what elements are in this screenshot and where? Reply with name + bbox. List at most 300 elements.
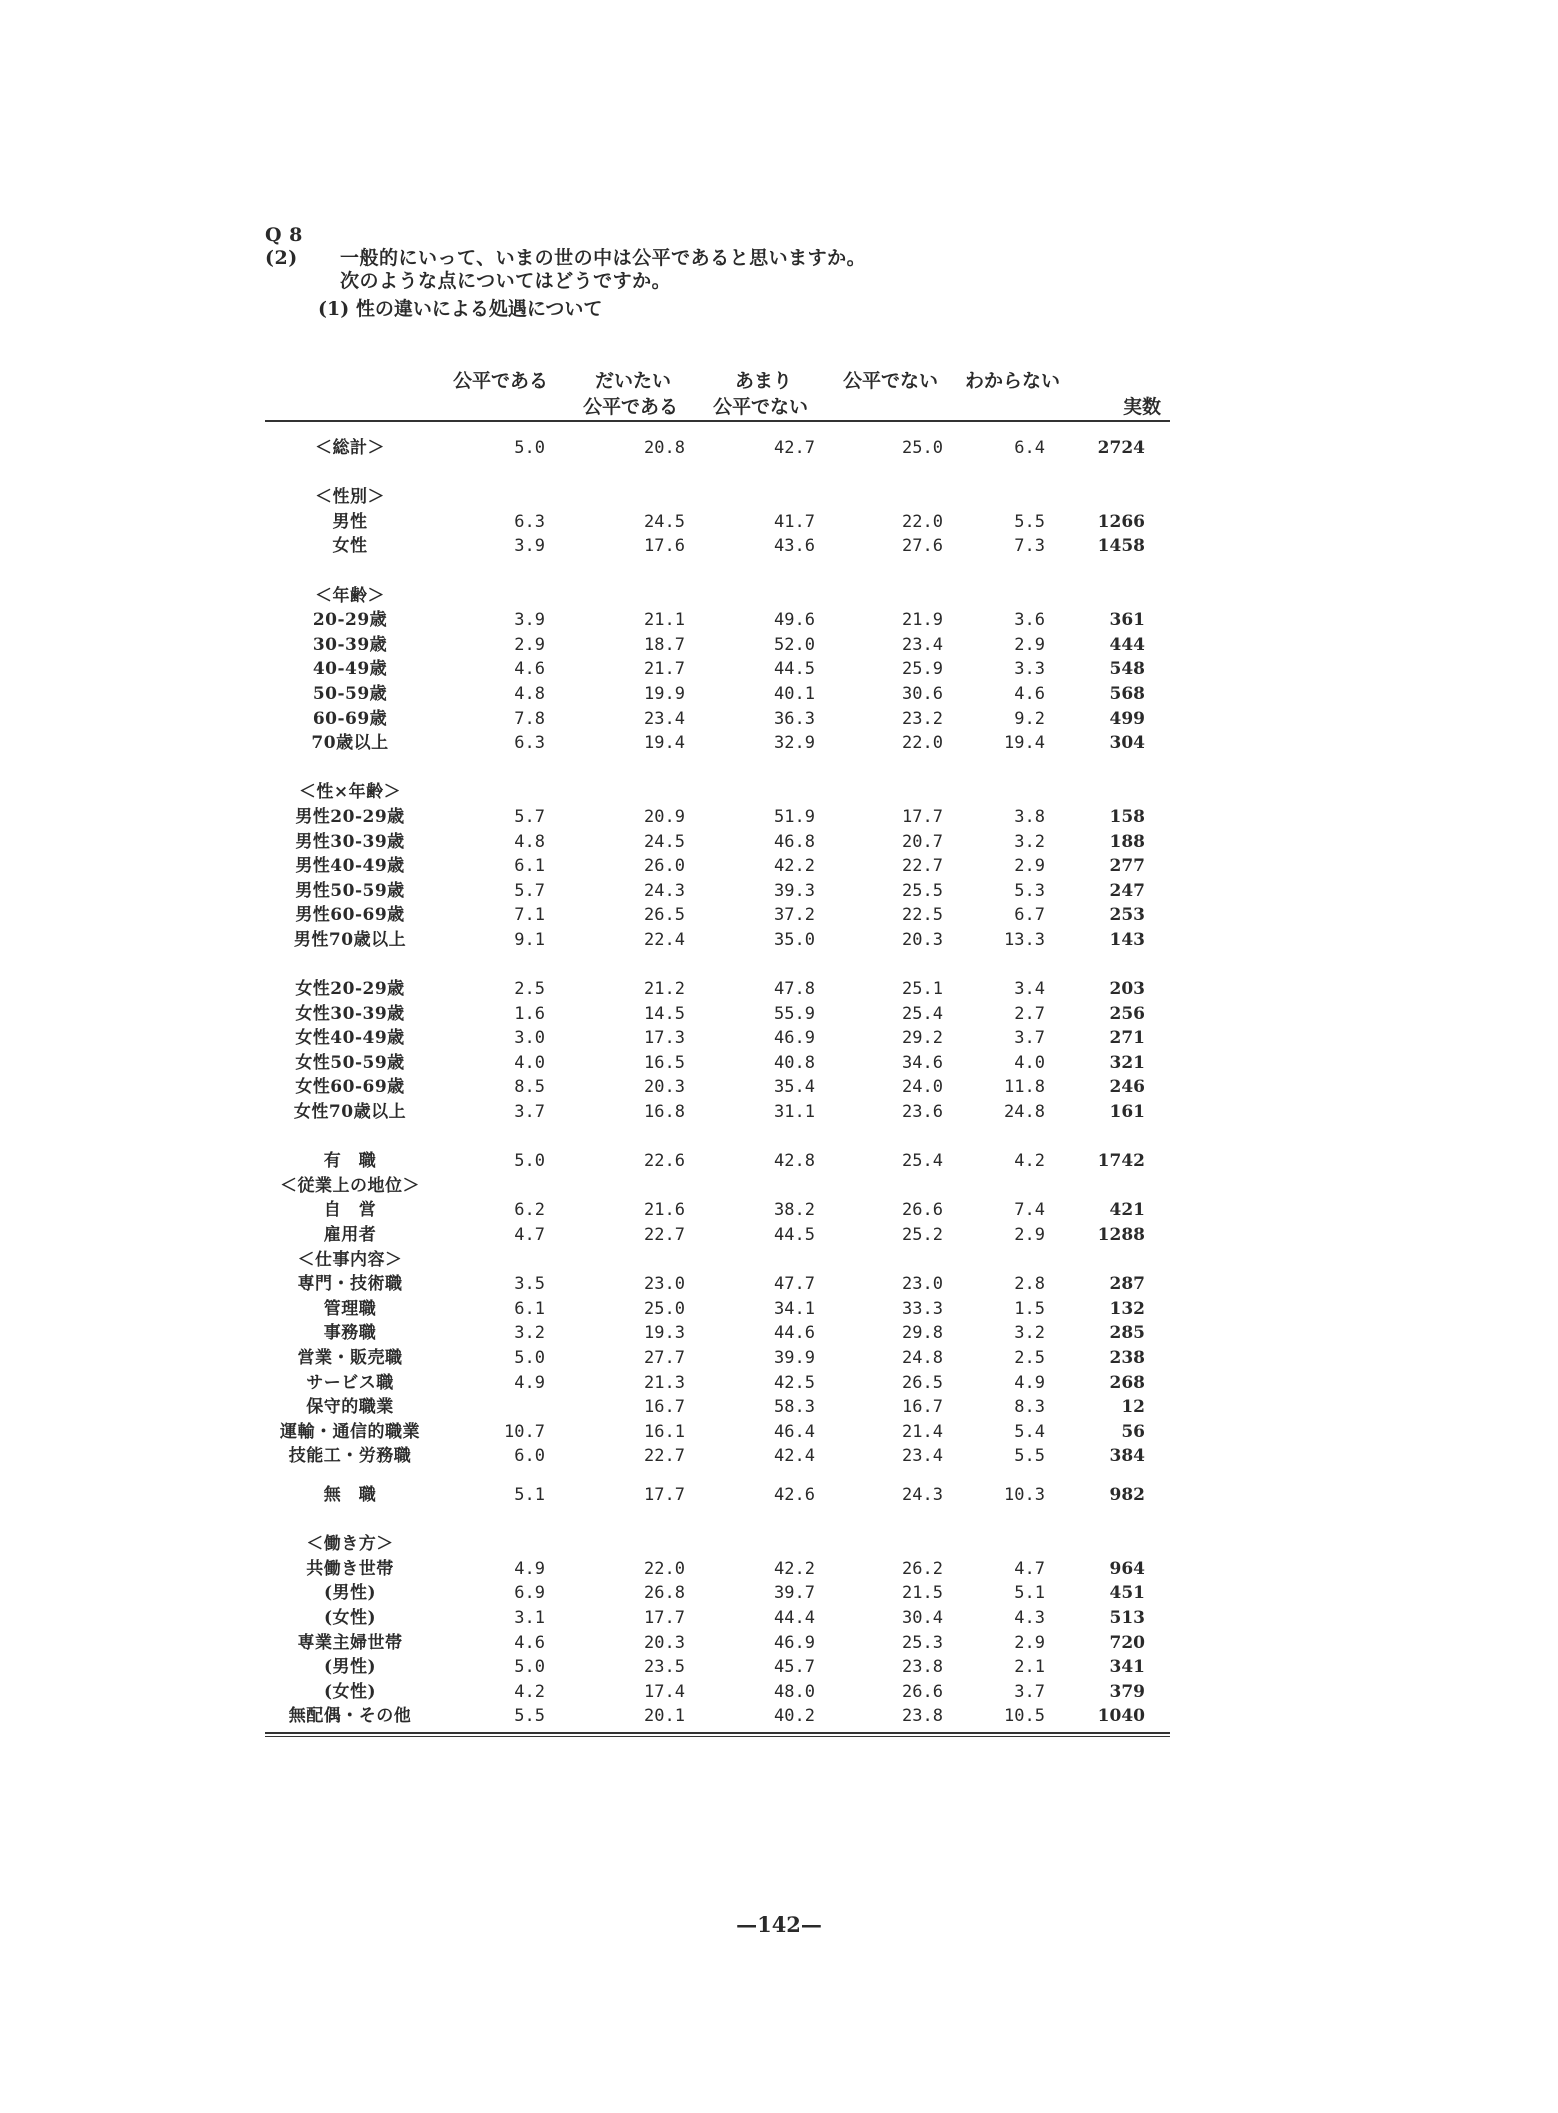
row-value: 6.9 bbox=[514, 1583, 545, 1604]
row-label: ＜総計＞ bbox=[315, 438, 385, 458]
row-value: 3.0 bbox=[514, 1028, 545, 1049]
table-spacer bbox=[265, 1125, 1170, 1150]
row-label: 男性70歳以上 bbox=[293, 929, 407, 950]
row-value: 25.5 bbox=[902, 880, 943, 901]
row-value: 42.2 bbox=[774, 856, 815, 877]
row-value: 3.2 bbox=[1014, 1323, 1045, 1344]
row-value: 21.5 bbox=[902, 1583, 943, 1604]
header-dont-know: わからない bbox=[965, 370, 1061, 392]
row-value bbox=[435, 1174, 545, 1199]
row-count: 451 bbox=[1109, 1583, 1145, 1604]
row-value: 43.6 bbox=[774, 536, 815, 557]
row-label: ＜仕事内容＞ bbox=[297, 1249, 403, 1270]
row-label: 30-39歳 bbox=[312, 634, 388, 655]
row-value: 23.8 bbox=[902, 1706, 943, 1727]
row-value: 35.4 bbox=[774, 1077, 815, 1098]
row-value: 23.6 bbox=[902, 1102, 943, 1123]
row-count: 1742 bbox=[1097, 1151, 1145, 1172]
row-value: 3.2 bbox=[1014, 831, 1045, 852]
table-row bbox=[265, 485, 1170, 510]
table-bottom-rule-double bbox=[265, 1736, 1170, 1737]
row-label: 女性30-39歳 bbox=[295, 1003, 405, 1024]
page-number: —142— bbox=[736, 1912, 822, 1937]
row-value: 42.6 bbox=[774, 1484, 815, 1505]
table-row bbox=[265, 1100, 1170, 1125]
row-value: 4.7 bbox=[514, 1225, 545, 1245]
row-value bbox=[545, 584, 685, 609]
row-value: 3.9 bbox=[514, 610, 545, 631]
row-value: 4.2 bbox=[514, 1681, 545, 1702]
row-count: 161 bbox=[1109, 1102, 1145, 1123]
row-value: 4.3 bbox=[1014, 1607, 1045, 1628]
row-value bbox=[685, 1248, 815, 1273]
question-number: Q 8 (2) bbox=[265, 224, 303, 269]
table-row bbox=[265, 928, 1170, 953]
table-row bbox=[265, 879, 1170, 904]
row-value: 10.7 bbox=[504, 1421, 545, 1442]
row-value: 58.3 bbox=[774, 1397, 815, 1418]
table-row bbox=[265, 1444, 1170, 1469]
row-value: 3.7 bbox=[1014, 1681, 1045, 1702]
row-value bbox=[685, 780, 815, 805]
row-value: 27.6 bbox=[902, 536, 943, 557]
row-value: 32.9 bbox=[774, 733, 815, 754]
table-row bbox=[265, 731, 1170, 756]
row-value: 10.5 bbox=[1004, 1706, 1045, 1727]
row-value: 20.9 bbox=[644, 806, 685, 827]
row-count: 285 bbox=[1109, 1323, 1145, 1344]
row-value: 26.0 bbox=[644, 856, 685, 877]
row-value: 6.3 bbox=[514, 511, 545, 532]
row-count: 12 bbox=[1121, 1397, 1145, 1418]
header-not-very-fair-line2: 公平でない bbox=[713, 396, 809, 418]
row-value: 16.7 bbox=[902, 1397, 943, 1418]
table-row bbox=[265, 436, 1170, 461]
row-label: 男性20-29歳 bbox=[295, 806, 405, 827]
row-value: 18.7 bbox=[644, 634, 685, 655]
row-value: 13.3 bbox=[1004, 929, 1045, 950]
row-label: 60-69歳 bbox=[312, 708, 388, 729]
row-value bbox=[943, 584, 1045, 609]
table-row bbox=[265, 1075, 1170, 1100]
row-label: ＜年齢＞ bbox=[315, 585, 385, 606]
table-row bbox=[265, 1248, 1170, 1273]
row-value: 4.6 bbox=[1014, 683, 1045, 704]
row-count: 287 bbox=[1109, 1274, 1145, 1295]
row-label: 技能工・労務職 bbox=[288, 1446, 412, 1467]
row-count: 256 bbox=[1109, 1003, 1145, 1024]
row-value: 48.0 bbox=[774, 1681, 815, 1702]
table-row bbox=[265, 1655, 1170, 1680]
row-value: 20.8 bbox=[644, 438, 685, 458]
row-value: 22.7 bbox=[902, 856, 943, 877]
row-count bbox=[1045, 1248, 1145, 1273]
row-value: 21.4 bbox=[902, 1421, 943, 1442]
row-value: 3.3 bbox=[1014, 659, 1045, 680]
row-value bbox=[685, 1174, 815, 1199]
question-line-2: 次のような点についてはどうですか。 bbox=[340, 270, 672, 292]
row-count: 304 bbox=[1109, 733, 1145, 754]
row-label: 専門・技術職 bbox=[297, 1274, 403, 1295]
row-value: 16.5 bbox=[644, 1052, 685, 1073]
row-value: 25.9 bbox=[902, 659, 943, 680]
row-value bbox=[685, 1532, 815, 1557]
question-text bbox=[265, 224, 866, 293]
table-row bbox=[265, 1321, 1170, 1346]
row-count: 277 bbox=[1109, 856, 1145, 877]
row-label: 男性40-49歳 bbox=[295, 856, 405, 877]
row-value: 24.8 bbox=[902, 1347, 943, 1368]
row-value: 26.5 bbox=[902, 1372, 943, 1393]
header-mostly-fair-line1: だいたい bbox=[595, 370, 672, 392]
table-row bbox=[265, 1631, 1170, 1656]
row-value: 22.6 bbox=[644, 1151, 685, 1172]
row-value: 9.2 bbox=[1014, 708, 1045, 729]
row-value: 7.3 bbox=[1014, 536, 1045, 557]
row-value: 42.2 bbox=[774, 1558, 815, 1579]
table-row bbox=[265, 1532, 1170, 1557]
row-value: 31.1 bbox=[774, 1102, 815, 1123]
row-label: ＜性別＞ bbox=[315, 487, 385, 508]
row-value: 2.9 bbox=[1014, 634, 1045, 655]
row-label: 共働き世帯 bbox=[306, 1558, 394, 1579]
table-row bbox=[265, 1680, 1170, 1705]
table-header bbox=[265, 366, 1170, 416]
row-value: 3.1 bbox=[514, 1607, 545, 1628]
row-label: 運輸・通信的職業 bbox=[280, 1421, 420, 1442]
row-value: 5.3 bbox=[1014, 880, 1045, 901]
row-label: (男性) bbox=[323, 1657, 377, 1678]
row-count bbox=[1045, 1174, 1145, 1199]
row-value: 36.3 bbox=[774, 708, 815, 729]
row-value: 10.3 bbox=[1004, 1484, 1045, 1505]
row-value: 39.3 bbox=[774, 880, 815, 901]
row-count: 253 bbox=[1109, 905, 1145, 926]
results-table bbox=[265, 366, 1170, 1737]
row-count: 247 bbox=[1109, 880, 1145, 901]
row-label: 女性60-69歳 bbox=[295, 1077, 405, 1098]
row-value: 33.3 bbox=[902, 1298, 943, 1319]
row-value: 21.7 bbox=[644, 659, 685, 680]
row-value: 5.5 bbox=[1014, 511, 1045, 532]
table-row bbox=[265, 1051, 1170, 1076]
row-value: 17.7 bbox=[902, 806, 943, 827]
row-value: 21.3 bbox=[644, 1372, 685, 1393]
row-value: 7.4 bbox=[1014, 1200, 1045, 1221]
table-body bbox=[265, 422, 1170, 1729]
row-count: 56 bbox=[1121, 1421, 1145, 1442]
row-value: 26.5 bbox=[644, 905, 685, 926]
table-row bbox=[265, 1606, 1170, 1631]
row-value bbox=[815, 780, 943, 805]
row-value: 19.9 bbox=[644, 683, 685, 704]
row-value: 6.1 bbox=[514, 856, 545, 877]
row-value bbox=[435, 1532, 545, 1557]
row-value: 55.9 bbox=[774, 1003, 815, 1024]
row-count bbox=[1045, 485, 1145, 510]
row-value: 5.7 bbox=[514, 880, 545, 901]
row-value: 25.0 bbox=[902, 438, 943, 458]
row-count: 499 bbox=[1109, 708, 1145, 729]
row-count: 361 bbox=[1109, 610, 1145, 631]
row-label: 女性 bbox=[332, 536, 368, 557]
row-value: 29.8 bbox=[902, 1323, 943, 1344]
row-count: 203 bbox=[1109, 979, 1145, 1000]
table-row bbox=[265, 1704, 1170, 1729]
table-spacer bbox=[265, 952, 1170, 977]
row-value: 23.0 bbox=[644, 1274, 685, 1295]
row-count bbox=[1045, 1532, 1145, 1557]
row-count: 548 bbox=[1109, 659, 1145, 680]
row-value: 4.9 bbox=[514, 1372, 545, 1393]
table-row bbox=[265, 608, 1170, 633]
row-value: 24.5 bbox=[644, 831, 685, 852]
row-value: 27.7 bbox=[644, 1347, 685, 1368]
row-value: 17.7 bbox=[644, 1484, 685, 1505]
row-value: 11.8 bbox=[1004, 1077, 1045, 1098]
row-value: 7.8 bbox=[514, 708, 545, 729]
row-value bbox=[815, 485, 943, 510]
row-count: 132 bbox=[1109, 1298, 1145, 1319]
table-row bbox=[265, 1581, 1170, 1606]
row-value bbox=[815, 584, 943, 609]
row-value: 22.5 bbox=[902, 905, 943, 926]
row-value: 30.6 bbox=[902, 683, 943, 704]
row-value: 2.8 bbox=[1014, 1274, 1045, 1295]
table-spacer bbox=[265, 559, 1170, 584]
row-value: 8.3 bbox=[1014, 1397, 1045, 1418]
row-value: 3.7 bbox=[514, 1102, 545, 1123]
header-unfair: 公平でない bbox=[843, 370, 939, 392]
row-value: 4.7 bbox=[1014, 1558, 1045, 1579]
table-row bbox=[265, 707, 1170, 732]
row-value: 19.4 bbox=[644, 733, 685, 754]
row-value: 2.5 bbox=[1014, 1347, 1045, 1368]
row-value: 5.0 bbox=[514, 1347, 545, 1368]
row-value: 37.2 bbox=[774, 905, 815, 926]
row-value: 20.3 bbox=[644, 1632, 685, 1653]
table-bottom-rule bbox=[265, 1732, 1170, 1734]
row-value: 46.4 bbox=[774, 1421, 815, 1442]
table-spacer bbox=[265, 756, 1170, 781]
row-value: 21.6 bbox=[644, 1200, 685, 1221]
row-label: 男性30-39歳 bbox=[295, 831, 405, 852]
row-label: 営業・販売職 bbox=[297, 1347, 403, 1368]
row-label: 雇用者 bbox=[323, 1225, 377, 1245]
row-count: 246 bbox=[1109, 1077, 1145, 1098]
question-line-1: 一般的にいって、いまの世の中は公平であると思いますか。 bbox=[340, 247, 867, 269]
row-value: 22.7 bbox=[644, 1225, 685, 1245]
row-count: 720 bbox=[1109, 1632, 1145, 1653]
row-value bbox=[815, 1532, 943, 1557]
row-value: 46.8 bbox=[774, 831, 815, 852]
row-value: 4.6 bbox=[514, 1632, 545, 1653]
row-label: 事務職 bbox=[323, 1323, 377, 1344]
row-count: 1458 bbox=[1097, 536, 1145, 557]
table-row bbox=[265, 1174, 1170, 1199]
row-value: 46.9 bbox=[774, 1632, 815, 1653]
row-value: 2.9 bbox=[1014, 1225, 1045, 1245]
row-label: (女性) bbox=[323, 1607, 377, 1628]
row-value: 26.8 bbox=[644, 1583, 685, 1604]
row-value: 25.4 bbox=[902, 1151, 943, 1172]
table-row bbox=[265, 1346, 1170, 1371]
row-value: 16.7 bbox=[644, 1397, 685, 1418]
row-value: 39.9 bbox=[774, 1347, 815, 1368]
table-row bbox=[265, 1297, 1170, 1322]
table-row bbox=[265, 1026, 1170, 1051]
row-value: 1.5 bbox=[1014, 1298, 1045, 1319]
row-value: 3.5 bbox=[514, 1274, 545, 1295]
row-label: ＜従業上の地位＞ bbox=[280, 1175, 420, 1196]
row-label: 無 職 bbox=[323, 1484, 377, 1505]
table-row bbox=[265, 1395, 1170, 1420]
row-value: 16.1 bbox=[644, 1421, 685, 1442]
row-value: 19.3 bbox=[644, 1323, 685, 1344]
row-label: 保守的職業 bbox=[306, 1397, 394, 1418]
table-row bbox=[265, 682, 1170, 707]
row-label: 男性50-59歳 bbox=[295, 880, 405, 901]
row-value: 3.2 bbox=[514, 1323, 545, 1344]
row-label: 70歳以上 bbox=[311, 733, 389, 754]
row-value: 47.7 bbox=[774, 1274, 815, 1295]
row-value: 41.7 bbox=[774, 511, 815, 532]
row-value bbox=[685, 584, 815, 609]
row-value: 6.1 bbox=[514, 1298, 545, 1319]
row-count: 1266 bbox=[1097, 511, 1145, 532]
row-value bbox=[435, 485, 545, 510]
table-row bbox=[265, 584, 1170, 609]
row-value: 3.9 bbox=[514, 536, 545, 557]
row-label: (女性) bbox=[323, 1681, 377, 1702]
table-row bbox=[265, 1272, 1170, 1297]
row-value: 22.0 bbox=[902, 733, 943, 754]
row-value bbox=[685, 485, 815, 510]
row-value: 44.6 bbox=[774, 1323, 815, 1344]
row-label: 女性70歳以上 bbox=[293, 1102, 407, 1123]
row-value: 7.1 bbox=[514, 905, 545, 926]
row-value bbox=[943, 1174, 1045, 1199]
row-label: 管理職 bbox=[323, 1298, 377, 1319]
row-value bbox=[943, 780, 1045, 805]
row-label: 男性60-69歳 bbox=[295, 905, 405, 926]
row-value: 22.0 bbox=[902, 511, 943, 532]
row-value: 16.8 bbox=[644, 1102, 685, 1123]
row-value: 5.5 bbox=[514, 1706, 545, 1727]
row-label: ＜性×年齢＞ bbox=[298, 782, 402, 803]
row-value: 47.8 bbox=[774, 979, 815, 1000]
row-value: 5.0 bbox=[514, 1657, 545, 1678]
row-value: 3.8 bbox=[1014, 806, 1045, 827]
row-value: 26.6 bbox=[902, 1200, 943, 1221]
row-label: 専業主婦世帯 bbox=[297, 1632, 403, 1653]
table-row bbox=[265, 534, 1170, 559]
row-value: 26.2 bbox=[902, 1558, 943, 1579]
header-not-very-fair-line1: あまり bbox=[735, 370, 793, 392]
row-value: 5.7 bbox=[514, 806, 545, 827]
row-value: 5.5 bbox=[1014, 1446, 1045, 1467]
header-fair: 公平である bbox=[453, 370, 549, 392]
row-value: 21.2 bbox=[644, 979, 685, 1000]
row-value: 4.0 bbox=[1014, 1052, 1045, 1073]
row-value: 2.9 bbox=[1014, 856, 1045, 877]
table-row bbox=[265, 1420, 1170, 1445]
row-value bbox=[815, 1248, 943, 1273]
row-value: 25.3 bbox=[902, 1632, 943, 1653]
row-label: 40-49歳 bbox=[312, 659, 388, 680]
row-value: 40.1 bbox=[774, 683, 815, 704]
row-value: 24.0 bbox=[902, 1077, 943, 1098]
row-value bbox=[545, 780, 685, 805]
row-count bbox=[1045, 780, 1145, 805]
row-count bbox=[1045, 584, 1145, 609]
row-value: 6.4 bbox=[1014, 438, 1045, 458]
row-count: 964 bbox=[1109, 1558, 1145, 1579]
row-value: 5.0 bbox=[514, 438, 545, 458]
row-value: 6.3 bbox=[514, 733, 545, 754]
row-label: サービス職 bbox=[306, 1372, 394, 1393]
row-value: 5.1 bbox=[1014, 1583, 1045, 1604]
row-value: 34.6 bbox=[902, 1052, 943, 1073]
table-row bbox=[265, 633, 1170, 658]
row-value: 22.4 bbox=[644, 929, 685, 950]
row-value bbox=[435, 1248, 545, 1273]
row-value: 22.0 bbox=[644, 1558, 685, 1579]
table-row bbox=[265, 657, 1170, 682]
table-row bbox=[265, 854, 1170, 879]
row-value bbox=[435, 584, 545, 609]
row-value: 24.8 bbox=[1004, 1102, 1045, 1123]
row-value: 38.2 bbox=[774, 1200, 815, 1221]
table-row bbox=[265, 830, 1170, 855]
row-value bbox=[545, 1248, 685, 1273]
table-row bbox=[265, 805, 1170, 830]
row-value bbox=[943, 485, 1045, 510]
row-value: 25.1 bbox=[902, 979, 943, 1000]
row-value: 9.1 bbox=[514, 929, 545, 950]
row-value bbox=[435, 1395, 545, 1420]
row-value bbox=[545, 1532, 685, 1557]
row-value: 4.6 bbox=[514, 659, 545, 680]
row-value: 44.4 bbox=[774, 1607, 815, 1628]
row-count: 321 bbox=[1109, 1052, 1145, 1073]
row-value: 6.2 bbox=[514, 1200, 545, 1221]
row-value: 42.5 bbox=[774, 1372, 815, 1393]
header-count: 実数 bbox=[1123, 396, 1162, 418]
row-value: 45.7 bbox=[774, 1657, 815, 1678]
row-value: 17.6 bbox=[644, 536, 685, 557]
row-label: 有 職 bbox=[323, 1151, 377, 1172]
table-row bbox=[265, 1557, 1170, 1582]
table-row bbox=[265, 903, 1170, 928]
row-value: 49.6 bbox=[774, 610, 815, 631]
row-value: 2.7 bbox=[1014, 1003, 1045, 1024]
row-value: 23.2 bbox=[902, 708, 943, 729]
table-row bbox=[265, 1198, 1170, 1223]
row-value: 25.4 bbox=[902, 1003, 943, 1024]
row-count: 271 bbox=[1109, 1028, 1145, 1049]
row-count: 421 bbox=[1109, 1200, 1145, 1221]
row-label: 女性20-29歳 bbox=[295, 979, 405, 1000]
row-value: 23.8 bbox=[902, 1657, 943, 1678]
row-label: 女性40-49歳 bbox=[295, 1028, 405, 1049]
row-value: 20.3 bbox=[902, 929, 943, 950]
row-count: 2724 bbox=[1097, 438, 1145, 458]
row-value: 24.3 bbox=[644, 880, 685, 901]
row-value: 4.8 bbox=[514, 683, 545, 704]
row-value: 34.1 bbox=[774, 1298, 815, 1319]
row-value: 19.4 bbox=[1004, 733, 1045, 754]
